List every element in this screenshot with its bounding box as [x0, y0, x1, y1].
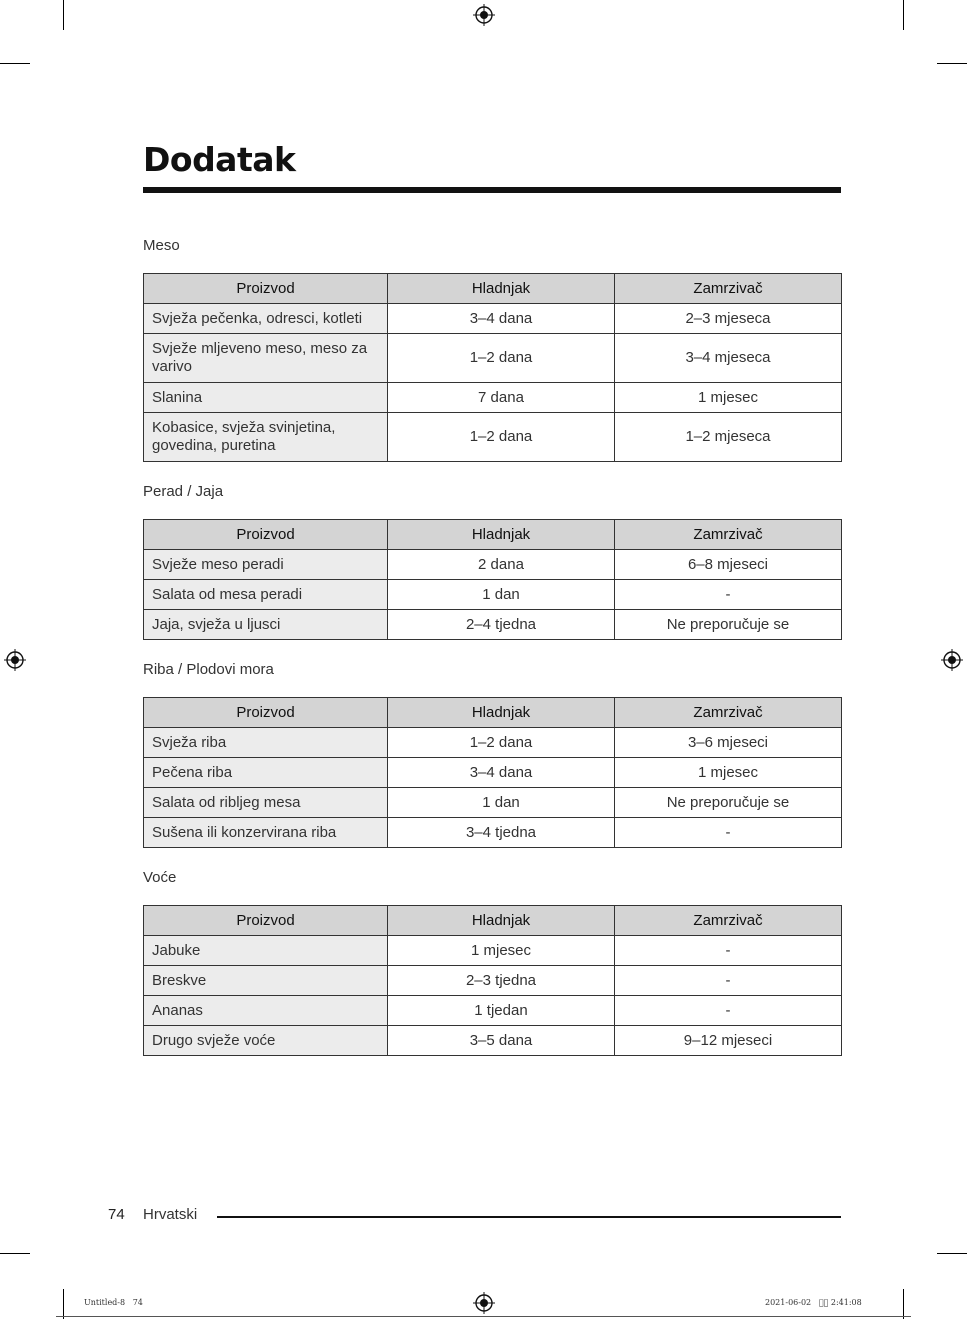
- header-fridge: Hladnjak: [388, 698, 615, 728]
- cell-freezer: Ne preporučuje se: [615, 788, 842, 818]
- header-freezer: Zamrzivač: [615, 520, 842, 550]
- table-header-row: [144, 274, 842, 304]
- cell-product: Kobasice, svježa svinjetina, govedina, puretina: [144, 413, 388, 462]
- table-row: [144, 788, 842, 818]
- storage-table-voce: [143, 905, 842, 1056]
- cell-product: Svježa riba: [144, 728, 388, 758]
- cell-fridge: 3–4 tjedna: [388, 818, 615, 848]
- section-title: Perad / Jaja: [143, 483, 224, 500]
- table-row: [144, 383, 842, 413]
- table-row: [144, 580, 842, 610]
- table-header-row: [144, 520, 842, 550]
- table-row: [144, 966, 842, 996]
- cell-fridge: 3–4 dana: [388, 758, 615, 788]
- cell-fridge: 1–2 dana: [388, 413, 615, 462]
- cell-freezer: -: [615, 818, 842, 848]
- cell-fridge: 1 tjedan: [388, 996, 615, 1026]
- slug-line: [56, 1316, 911, 1317]
- header-fridge: Hladnjak: [388, 906, 615, 936]
- cell-fridge: 3–5 dana: [388, 1026, 615, 1056]
- table-row: [144, 758, 842, 788]
- cell-fridge: 7 dana: [388, 383, 615, 413]
- storage-table-meso: [143, 273, 842, 462]
- section-riba: [143, 659, 841, 848]
- title-rule: [143, 187, 841, 193]
- table-row: [144, 304, 842, 334]
- registration-mark-icon: [941, 649, 963, 671]
- cell-product: Jaja, svježa u ljusci: [144, 610, 388, 640]
- section-perad-jaja: [143, 481, 841, 640]
- cell-freezer: 6–8 mjeseci: [615, 550, 842, 580]
- cell-freezer: -: [615, 996, 842, 1026]
- cell-product: Drugo svježe voće: [144, 1026, 388, 1056]
- crop-mark: [937, 1253, 967, 1254]
- print-slug-right: 2021-06-02 ￿￿ 2:41:08: [765, 1298, 862, 1307]
- header-product: Proizvod: [144, 520, 388, 550]
- table-row: [144, 818, 842, 848]
- crop-mark: [937, 63, 967, 64]
- header-product: Proizvod: [144, 274, 388, 304]
- crop-mark: [903, 1289, 904, 1319]
- cell-freezer: 2–3 mjeseca: [615, 304, 842, 334]
- cell-freezer: 1–2 mjeseca: [615, 413, 842, 462]
- table-row: [144, 996, 842, 1026]
- cell-freezer: Ne preporučuje se: [615, 610, 842, 640]
- print-slug-left: Untitled-8 74: [84, 1298, 143, 1307]
- cell-product: Breskve: [144, 966, 388, 996]
- registration-mark-icon: [4, 649, 26, 671]
- header-freezer: Zamrzivač: [615, 906, 842, 936]
- registration-mark-icon: [473, 4, 495, 26]
- cell-fridge: 1 mjesec: [388, 936, 615, 966]
- cell-product: Svježe meso peradi: [144, 550, 388, 580]
- cell-fridge: 1–2 dana: [388, 728, 615, 758]
- storage-table-riba: [143, 697, 842, 848]
- header-fridge: Hladnjak: [388, 274, 615, 304]
- cell-fridge: 2–3 tjedna: [388, 966, 615, 996]
- header-product: Proizvod: [144, 906, 388, 936]
- table-header-row: [144, 698, 842, 728]
- cell-fridge: 1 dan: [388, 580, 615, 610]
- cell-product: Sušena ili konzervirana riba: [144, 818, 388, 848]
- section-title: Meso: [143, 237, 180, 254]
- cell-freezer: 3–6 mjeseci: [615, 728, 842, 758]
- crop-mark: [63, 0, 64, 30]
- crop-mark: [0, 63, 30, 64]
- cell-product: Pečena riba: [144, 758, 388, 788]
- cell-freezer: 3–4 mjeseca: [615, 334, 842, 383]
- section-title: Riba / Plodovi mora: [143, 661, 274, 678]
- cell-fridge: 1 dan: [388, 788, 615, 818]
- cell-freezer: 1 mjesec: [615, 383, 842, 413]
- table-row: [144, 936, 842, 966]
- table-row: [144, 413, 842, 462]
- footer-rule: [217, 1216, 841, 1218]
- cell-product: Svježe mljeveno meso, meso za varivo: [144, 334, 388, 383]
- page-title: Dodatak: [143, 140, 296, 179]
- section-meso: [143, 235, 841, 462]
- cell-fridge: 2 dana: [388, 550, 615, 580]
- header-freezer: Zamrzivač: [615, 274, 842, 304]
- table-row: [144, 610, 842, 640]
- header-freezer: Zamrzivač: [615, 698, 842, 728]
- storage-table-perad: [143, 519, 842, 640]
- crop-mark: [903, 0, 904, 30]
- table-row: [144, 334, 842, 383]
- section-title: Voće: [143, 869, 177, 886]
- cell-freezer: -: [615, 580, 842, 610]
- cell-fridge: 2–4 tjedna: [388, 610, 615, 640]
- header-fridge: Hladnjak: [388, 520, 615, 550]
- cell-fridge: 1–2 dana: [388, 334, 615, 383]
- table-row: [144, 728, 842, 758]
- cell-product: Svježa pečenka, odresci, kotleti: [144, 304, 388, 334]
- cell-freezer: 1 mjesec: [615, 758, 842, 788]
- cell-freezer: -: [615, 936, 842, 966]
- section-voce: [143, 867, 841, 1056]
- cell-freezer: -: [615, 966, 842, 996]
- table-row: [144, 550, 842, 580]
- cell-product: Jabuke: [144, 936, 388, 966]
- table-header-row: [144, 906, 842, 936]
- crop-mark: [63, 1289, 64, 1319]
- table-row: [144, 1026, 842, 1056]
- footer-language: Hrvatski: [143, 1206, 198, 1223]
- page-number: 74: [108, 1206, 125, 1223]
- cell-product: Salata od ribljeg mesa: [144, 788, 388, 818]
- cell-freezer: 9–12 mjeseci: [615, 1026, 842, 1056]
- crop-mark: [0, 1253, 30, 1254]
- registration-mark-icon: [473, 1292, 495, 1314]
- cell-product: Slanina: [144, 383, 388, 413]
- header-product: Proizvod: [144, 698, 388, 728]
- cell-fridge: 3–4 dana: [388, 304, 615, 334]
- cell-product: Ananas: [144, 996, 388, 1026]
- cell-product: Salata od mesa peradi: [144, 580, 388, 610]
